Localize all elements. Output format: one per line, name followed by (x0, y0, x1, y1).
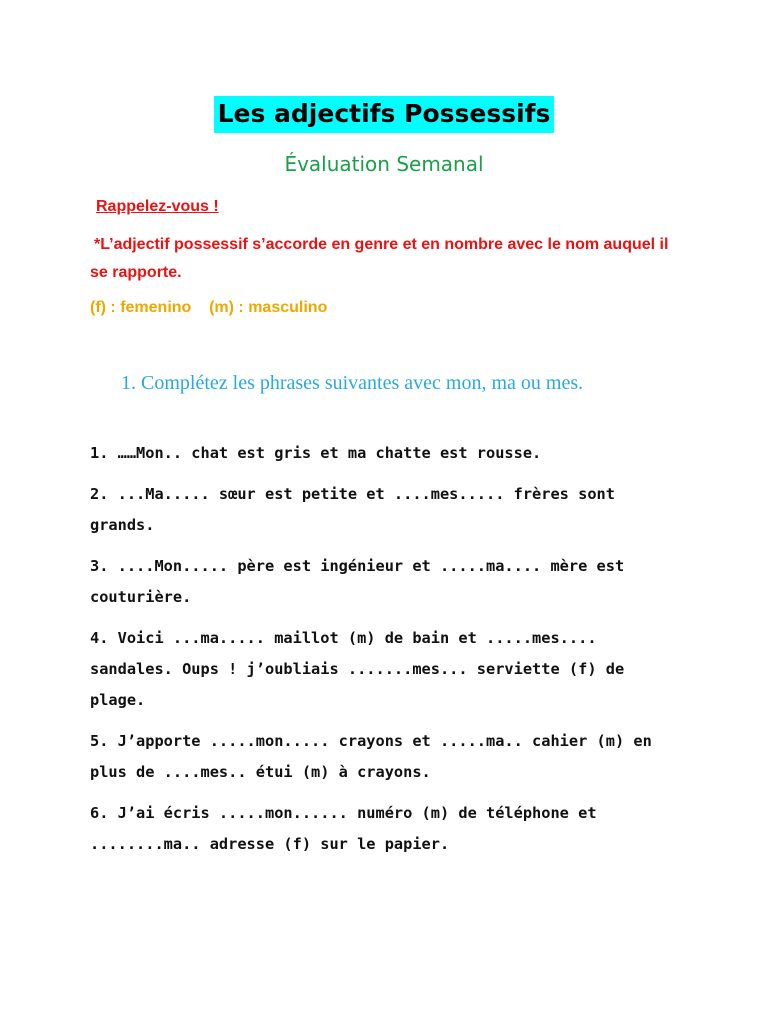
sentence-item: 1. ……Mon.. chat est gris et ma chatte est rousse. (90, 444, 542, 462)
page-title: Les adjectifs Possessifs (214, 96, 555, 133)
sentence-list (90, 438, 680, 870)
exercise-instruction: 1. Complétez les phrases suivantes avec mon, ma ou mes. (121, 372, 584, 394)
reminder-rule: *L’adjectif possessif s’accorde en genre et en nombre avec le nom auquel il se rapporte. (90, 236, 669, 281)
page-subtitle: Évaluation Semanal (284, 152, 484, 176)
sentence-item: 6. J’ai écris .....mon...... numéro (m) de téléphone et ........ma.. adresse (f) sur le papier. (90, 804, 597, 853)
sentence-item: 2. ...Ma..... sœur est petite et ....mes..... frères sont grands. (90, 485, 615, 534)
sentence-item: 4. Voici ...ma..... maillot (m) de bain et .....mes.... sandales. Oups ! j’oubliais .......mes... serviette (f) de plage. (90, 629, 625, 709)
reminder-heading: Rappelez-vous ! (96, 198, 219, 215)
gender-legend: (f) : femenino (m) : masculino (90, 299, 328, 316)
title-container (0, 96, 768, 133)
sentence-item: 3. ....Mon..... père est ingénieur et .....ma.... mère est couturière. (90, 557, 625, 606)
sentence-item: 5. J’apporte .....mon..... crayons et .....ma.. cahier (m) en plus de ....mes.. étui (m) à crayons. (90, 732, 652, 781)
